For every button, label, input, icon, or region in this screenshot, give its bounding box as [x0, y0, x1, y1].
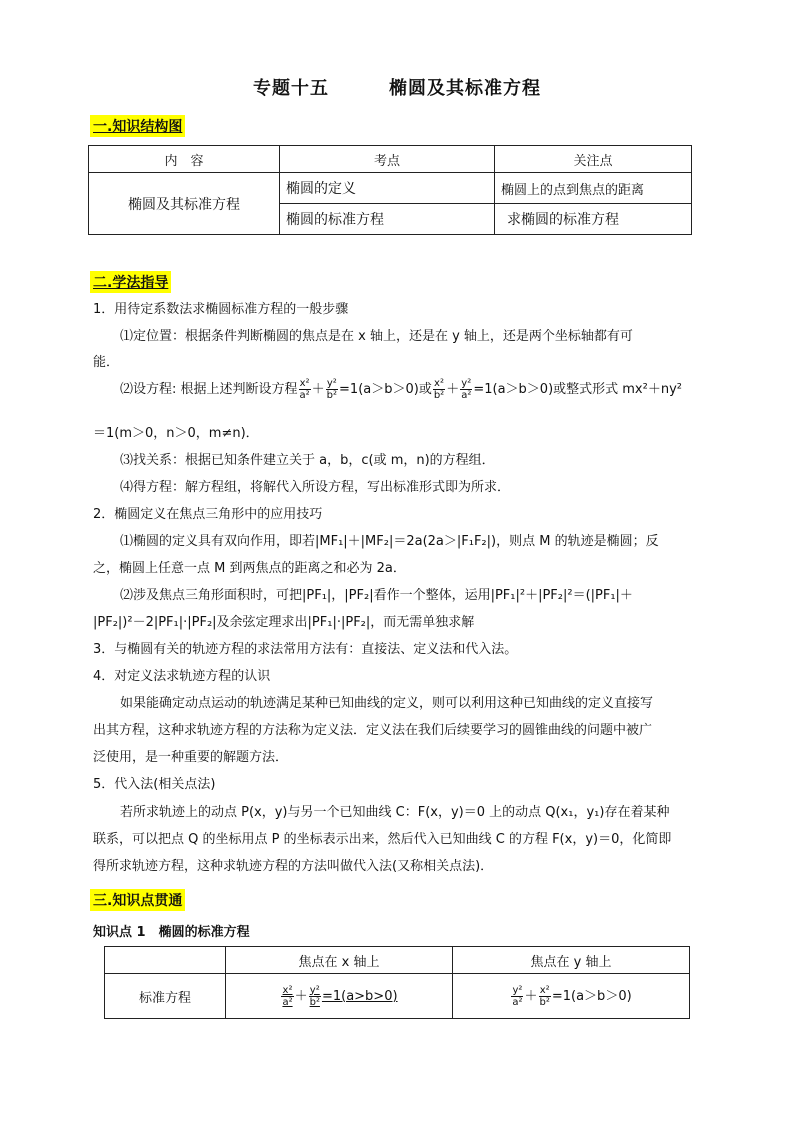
page-title: [0, 74, 794, 100]
title-part1: 专题十五: [253, 78, 329, 99]
header-x-axis: 焦点在 x 轴上: [226, 947, 453, 974]
equation-x: $\frac{\text{x²}}{\text{a²}}$ ＋ $\frac{\text{y²}}{\text{b²}}$ =1(a>b>0): [226, 974, 453, 1019]
point-cell: 椭圆的定义: [280, 173, 495, 204]
section-heading-guide: 二.学法指导: [90, 271, 171, 293]
guide-item-1: 1．用待定系数法求椭圆标准方程的一般步骤: [93, 302, 349, 317]
guide-item-5: 5．代入法(相关点法): [93, 777, 216, 792]
paragraph: |PF₂|)²－2|PF₁|·|PF₂|及余弦定理求出|PF₁|·|PF₂|，而无需单独求解: [93, 615, 475, 630]
paragraph: ⑵涉及焦点三角形面积时，可把|PF₁|，|PF₂|看作一个整体，运用|PF₁|²＋|PF₂|²＝(|PF₁|＋: [120, 588, 633, 603]
equation-tail: =1(a＞b＞0): [551, 988, 632, 1004]
equation-tail: =1(a>b>0): [321, 988, 398, 1004]
fraction: $\frac{\text{y²}}{\text{a²}}$: [461, 378, 472, 401]
content-cell: 椭圆及其标准方程: [89, 173, 280, 235]
row-label: 标准方程: [105, 974, 226, 1019]
standard-equation-table: [104, 946, 690, 1019]
paragraph: ⑴定位置：根据条件判断椭圆的焦点是在 x 轴上，还是在 y 轴上，还是两个坐标轴都有可: [120, 329, 633, 344]
header-focus: 关注点: [495, 146, 692, 173]
fraction: $\frac{\text{y²}}{\text{b²}}$: [326, 378, 338, 401]
equation-y: $\frac{\text{y²}}{\text{a²}}$ ＋ $\frac{\text{x²}}{\text{b²}}$ =1(a＞b＞0): [453, 974, 690, 1019]
guide-item-4: 4．对定义法求轨迹方程的认识: [93, 669, 271, 684]
header-y-axis: 焦点在 y 轴上: [453, 947, 690, 974]
paragraph: 之，椭圆上任意一点 M 到两焦点的距离之和必为 2a．: [93, 561, 406, 576]
header-content: 内 容: [89, 146, 280, 173]
header-point: 考点: [280, 146, 495, 173]
fraction: $\frac{\text{y²}}{\text{a²}}$: [512, 984, 523, 1008]
paragraph: ＝1(m＞0，n＞0，m≠n)．: [93, 426, 259, 441]
paragraph: 若所求轨迹上的动点 P(x，y)与另一个已知曲线 C：F(x，y)＝0 上的动点 Q(x₁，y₁)存在着某种: [120, 805, 670, 820]
focus-cell: 椭圆上的点到焦点的距离: [495, 173, 692, 204]
guide-item-3: 3．与椭圆有关的轨迹方程的求法常用方法有：直接法、定义法和代入法。: [93, 642, 518, 657]
paragraph: 能．: [93, 355, 120, 370]
fraction: $\frac{\text{x²}}{\text{b²}}$: [433, 378, 445, 401]
paragraph: =1(a＞b＞0)或整式形式 mx²＋ny²: [473, 382, 682, 397]
paragraph: 得所求轨迹方程，这种求轨迹方程的方法叫做代入法(又称相关点法)．: [93, 859, 494, 874]
paragraph: =1(a＞b＞0)或: [339, 382, 432, 397]
equation-line: ⑵设方程: 根据上述判断设方程 $\frac{\text{x²}}{\text{a²}}$ ＋ $\frac{\text{y²}}{\text{b²}}$ =1(a＞b＞0)或 $\frac{\text{x²}}{\text{b²}}$ ＋ $\frac{\text{y²}}{\text{a²}}$ =1(a＞b＞0)或整式形式 mx²＋ny²: [120, 378, 682, 401]
fraction: $\frac{\text{x²}}{\text{a²}}$: [299, 378, 310, 401]
point-cell: 椭圆的标准方程: [280, 204, 495, 235]
paragraph: 联系，可以把点 Q 的坐标用点 P 的坐标表示出来，然后代入已知曲线 C 的方程 F(x，y)＝0，化简即: [93, 832, 672, 847]
fraction: $\frac{\text{y²}}{\text{b²}}$: [309, 984, 320, 1008]
paragraph: ⑵设方程: 根据上述判断设方程: [120, 382, 298, 397]
paragraph: ⑶找关系：根据已知条件建立关于 a，b，c(或 m，n)的方程组．: [120, 453, 495, 468]
fraction: $\frac{\text{x²}}{\text{a²}}$: [282, 984, 293, 1008]
section-heading-knowledge: 三.知识点贯通: [90, 889, 185, 911]
paragraph: ⑴椭圆的定义具有双向作用，即若|MF₁|＋|MF₂|＝2a(2a＞|F₁F₂|)，则点 M 的轨迹是椭圆；反: [120, 534, 659, 549]
paragraph: ⑷得方程：解方程组，将解代入所设方程，写出标准形式即为所求．: [120, 480, 511, 495]
focus-cell: 求椭圆的标准方程: [495, 204, 692, 235]
corner-cell: [105, 947, 226, 974]
paragraph: 泛使用，是一种重要的解题方法．: [93, 750, 289, 765]
paragraph: 出其方程，这种求轨迹方程的方法称为定义法．定义法在我们后续要学习的圆锥曲线的问题中被广: [93, 723, 653, 738]
paragraph: 如果能确定动点运动的轨迹满足某种已知曲线的定义，则可以利用这种已知曲线的定义直接写: [120, 696, 654, 711]
fraction: $\frac{\text{x²}}{\text{b²}}$: [539, 984, 550, 1008]
guide-item-2: 2．椭圆定义在焦点三角形中的应用技巧: [93, 507, 323, 522]
knowledge-point-label: 知识点 1 椭圆的标准方程: [93, 925, 250, 940]
title-part2: 椭圆及其标准方程: [389, 78, 541, 99]
section-heading-structure: 一.知识结构图: [90, 115, 185, 137]
structure-table: [88, 145, 692, 235]
